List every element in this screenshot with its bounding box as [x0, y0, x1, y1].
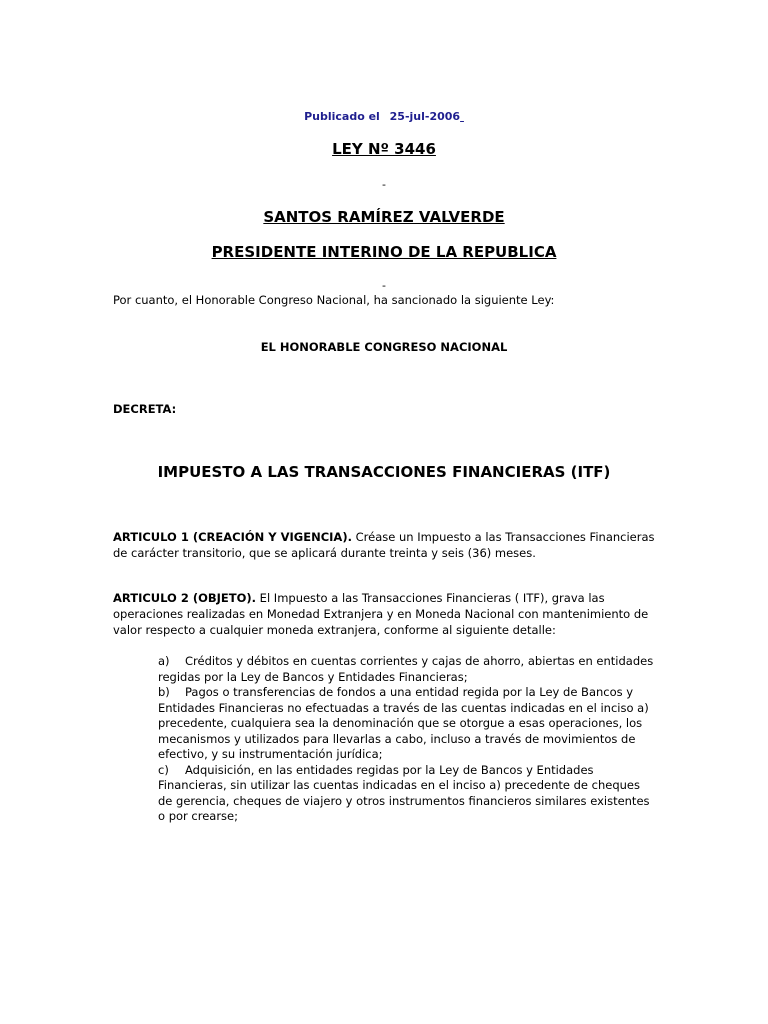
article-2-heading: ARTICULO 2 (OBJETO).	[113, 591, 257, 605]
published-date: 25-jul-2006	[389, 110, 461, 123]
law-name-heading: IMPUESTO A LAS TRANSACCIONES FINANCIERAS (ITF)	[157, 463, 611, 481]
article-1	[113, 529, 658, 561]
list-item	[158, 763, 658, 825]
article-1-text: Créase un Impuesto a las Transacciones Financieras de carácter transitorio, que se aplicará durante treinta y seis (36) meses.	[113, 530, 655, 560]
list-item-text: Pagos o transferencias de fondos a una entidad regida por la Ley de Bancos y Entidades Financieras no efectuadas a través de las cuentas indicadas en el inciso a) precedente, cualquiera sea la denominación que se otorgue a esas operaciones, los mecanismos y utilizados para llevarlas a cabo, incluso a través de movimientos de efectivo, y su instrumentación jurídica;	[158, 685, 649, 761]
publication-line	[0, 110, 768, 123]
list-item-mark: c)	[158, 762, 169, 777]
underline-tail	[460, 110, 464, 123]
article-2-items	[158, 654, 658, 825]
list-item-text: Créditos y débitos en cuentas corrientes y cajas de ahorro, abiertas en entidades regidas por la Ley de Bancos y Entidades Financieras;	[158, 654, 654, 684]
president-title: PRESIDENTE INTERINO DE LA REPUBLICA	[211, 243, 557, 261]
list-item-mark: b)	[158, 685, 170, 699]
article-1-heading: ARTICULO 1 (CREACIÓN Y VIGENCIA).	[113, 530, 352, 544]
president-name: SANTOS RAMÍREZ VALVERDE	[263, 208, 505, 226]
list-item-mark: a)	[158, 654, 170, 668]
decreta-heading: DECRETA:	[113, 402, 177, 416]
list-item-text: Adquisición, en las entidades regidas por la Ley de Bancos y Entidades Financieras, sin utilizar las cuentas indicadas en el inciso a) precedente de cheques de gerencia, cheques de viajero y otros instrumentos financieros similares existentes o por crearse;	[158, 762, 650, 823]
separator-dash-2: -	[382, 279, 386, 292]
intro-paragraph: Por cuanto, el Honorable Congreso Nacional, ha sancionado la siguiente Ley:	[113, 293, 555, 307]
separator-dash: -	[382, 178, 386, 191]
published-label: Publicado el	[304, 110, 380, 123]
article-2	[113, 590, 658, 638]
congress-heading: EL HONORABLE CONGRESO NACIONAL	[260, 340, 508, 354]
law-number-title: LEY Nº 3446	[332, 140, 436, 158]
article-2-text: El Impuesto a las Transacciones Financieras ( ITF), grava las operaciones realizadas en Monedad Extranjera y en Moneda Nacional con mantenimiento de valor respecto a cualquier moneda extranjera, conforme al siguiente detalle:	[113, 591, 649, 637]
list-item	[158, 685, 658, 763]
list-item	[158, 654, 658, 685]
